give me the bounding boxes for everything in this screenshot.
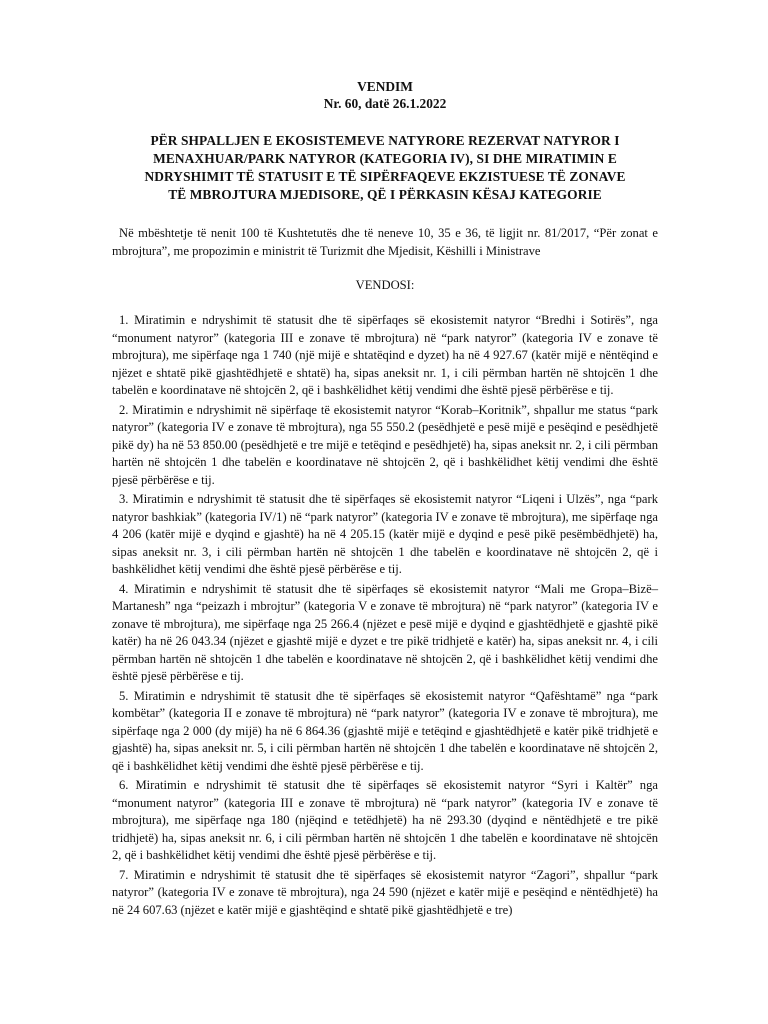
- subject-line: TË MBROJTURA MJEDISORE, QË I PËRKASIN KËSAJ KATEGORIE: [168, 187, 602, 202]
- subject-line: NDRYSHIMIT TË STATUSIT E TË SIPËRFAQEVE EKZISTUESE TË ZONAVE: [144, 169, 626, 184]
- decision-point-2: 2. Miratimin e ndryshimit në sipërfaqe të ekosistemit natyror “Korab–Koritnik”, shpallur me status “park natyror” (kategoria IV e zonave të mbrojtura), nga 55 550.2 (pesëdhjetë e pesë mijë e pesëqind e pesëdhjetë pikë dy) ha në 53 850.00 (pesëdhjetë e tre mijë e tetëqind e pesëdhjetë) ha, sipas aneksit nr. 2, i cili përmban hartën në shtojcën 1 dhe tabelën e koordinatave në shtojcën 2, që i bashkëlidhet këtij vendimi dhe është pjesë përbërëse e tij.: [112, 402, 658, 487]
- decision-subject: [112, 132, 658, 204]
- decision-point-4: 4. Miratimin e ndryshimit të statusit dhe të sipërfaqes së ekosistemit natyror “Mali me Gropa–Bizë–Martanesh” nga “peizazh i mbrojtur” (kategoria V e zonave të mbrojtura) në “park natyror” (kategoria IV e zonave të mbrojtura), me sipërfaqe nga 25 266.4 (njëzet e pesë mijë e dyqind e gjashtëdhjetë e gjashtë pikë katër) ha në 26 043.34 (njëzet e gjashtë mijë e dyzet e tre pikë tridhjetë e katër) ha, sipas aneksit nr. 4, i cili përmban hartën në shtojcën 1 dhe tabelën e koordinatave në shtojcën 2, që i bashkëlidhet këtij vendimi dhe është pjesë përbërëse e tij.: [112, 581, 658, 683]
- vendosi-heading: VENDOSI:: [355, 278, 415, 292]
- decision-point-1: 1. Miratimin e ndryshimit të statusit dhe të sipërfaqes së ekosistemit natyror “Bredhi i Sotirës”, nga “monument natyror” (kategoria III e zonave të mbrojtura) në “park natyror” (kategoria IV e zonave të mbrojtura), me sipërfaqe nga 1 740 (një mijë e shtatëqind e dyzet) ha në 4 927.67 (katër mijë e nëntëqind e njëzet e shtatë pikë gjashtëdhjetë e shtatë) ha, sipas aneksit nr. 1, i cili përmban hartën në shtojcën 1 dhe tabelën e koordinatave në shtojcën 2, që i bashkëlidhet këtij vendimi dhe është pjesë përbërëse e tij.: [112, 313, 658, 397]
- decision-point-3: 3. Miratimin e ndryshimit të statusit dhe të sipërfaqes së ekosistemit natyror “Liqeni i Ulzës”, nga “park natyror bashkiak” (kategoria IV/1) në “park natyror” (kategoria IV e zonave të mbrojtura), me sipërfaqe nga 4 206 (katër mijë e dyqind e gjashtë) ha në 4 205.15 (katër mijë e dyqind e pesë pikë pesëmbëdhjetë) ha, sipas aneksit nr. 3, i cili përmban hartën në shtojcën 1 dhe tabelën e koordinatave në shtojcën 2, që i bashkëlidhet këtij vendimi dhe është pjesë përbërëse e tij.: [112, 492, 658, 576]
- subject-line: PËR SHPALLJEN E EKOSISTEMEVE NATYRORE REZERVAT NATYROR I: [150, 133, 620, 148]
- subject-line: MENAXHUAR/PARK NATYROR (KATEGORIA IV), SI DHE MIRATIMIN E: [153, 151, 617, 166]
- decision-header: [112, 78, 658, 112]
- preamble-paragraph: Në mbështetje të nenit 100 të Kushtetutës dhe të neneve 10, 35 e 36, të ligjit nr. 81/2017, “Për zonat e mbrojtura”, me propozimin e ministrit të Turizmit dhe Mjedisit, Këshilli i Ministrave: [112, 226, 658, 258]
- decision-point-5: 5. Miratimin e ndryshimit të statusit dhe të sipërfaqes së ekosistemit natyror “Qafështamë” nga “park kombëtar” (kategoria II e zonave të mbrojtura) në “park natyror” (kategoria IV e zonave të mbrojtura), me sipërfaqe nga 2 000 (dy mijë) ha në 6 864.36 (gjashtë mijë e tetëqind e gjashtëdhjetë e katër pikë tridhjetë e gjashtë) ha, sipas aneksit nr. 5, i cili përmban hartën në shtojcën 1 dhe tabelën e koordinatave në shtojcën 2, që i bashkëlidhet këtij vendimi dhe është pjesë përbërëse e tij.: [112, 688, 658, 773]
- decision-title: VENDIM: [357, 79, 413, 94]
- decision-number: Nr. 60, datë 26.1.2022: [323, 96, 447, 111]
- document-body: [112, 78, 658, 921]
- decision-point-6: 6. Miratimin e ndryshimit të statusit dhe të sipërfaqes së ekosistemit natyror “Syri i Kaltër” nga “monument natyror” (kategoria III e zonave të mbrojtura) në “park natyror” (kategoria IV e zonave të mbrojtura), me sipërfaqe nga 180 (njëqind e tetëdhjetë) ha në 293.30 (dyqind e nëntëdhjetë e tre pikë tridhjetë) ha, sipas aneksit nr. 6, i cili përmban hartën në shtojcën 1 dhe tabelën e koordinatave në shtojcën 2, që i bashkëlidhet këtij vendimi dhe është pjesë përbërëse e tij.: [112, 778, 658, 862]
- decision-point-7: 7. Miratimin e ndryshimit të statusit dhe të sipërfaqes së ekosistemit natyror “Zagori”, shpallur “park natyror” (kategoria IV e zonave të mbrojtura), nga 24 590 (njëzet e katër mijë e pesëqind e nëntëdhjetë) ha në 24 607.63 (njëzet e katër mijë e gjashtëqind e shtatë pikë gjashtëdhjetë e tre): [112, 867, 658, 917]
